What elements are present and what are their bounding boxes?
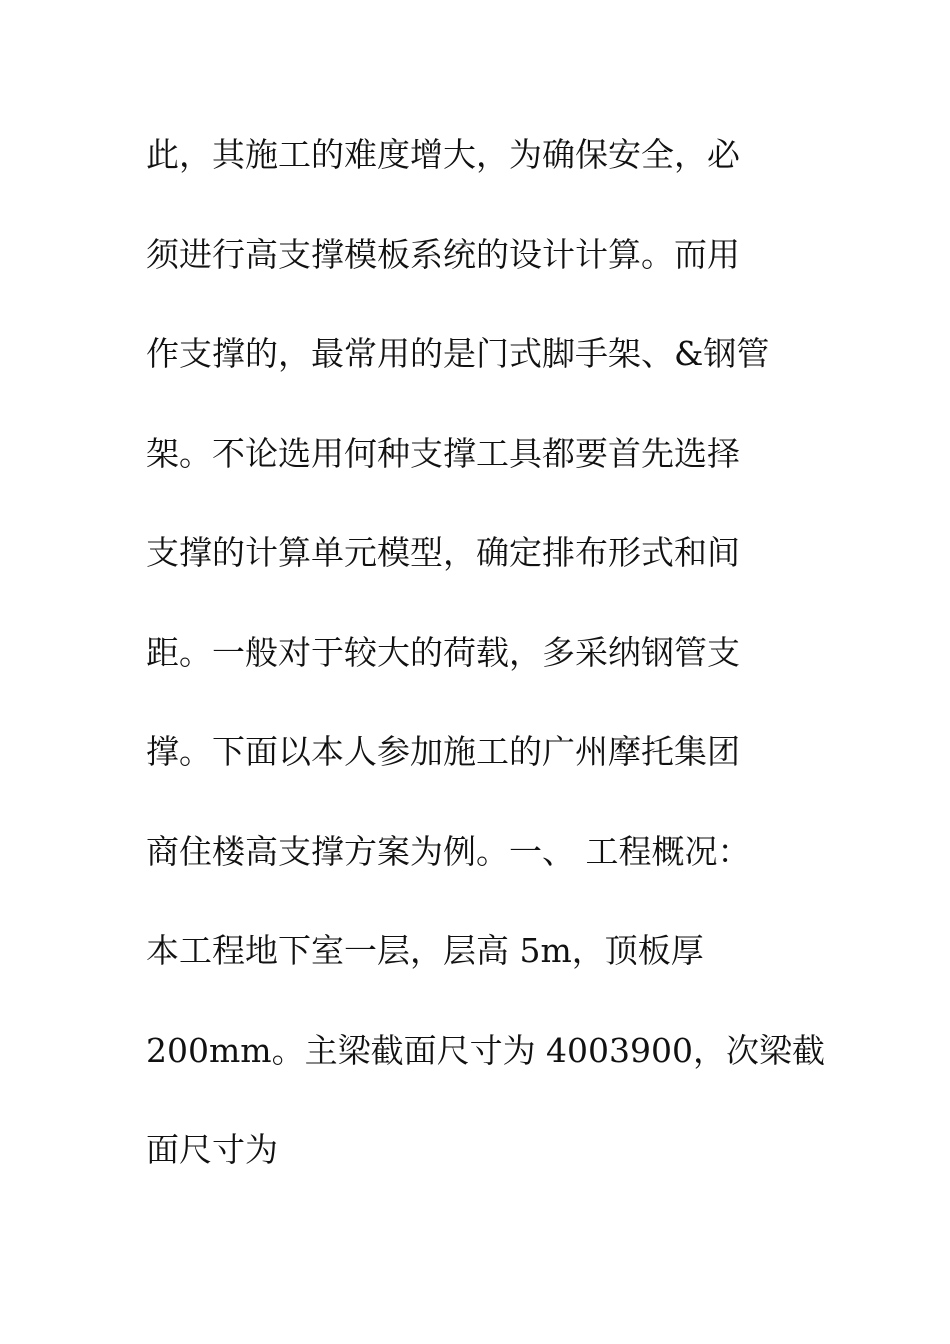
- text-line-9: 本工程地下室一层，层高 5m，顶板厚: [146, 931, 704, 970]
- text-line-4: 架。不论选用何种支撑工具都要首先选择: [146, 433, 740, 473]
- text-line-10: 200mm。主梁截面尺寸为 4003900，次梁截: [146, 1030, 826, 1070]
- body-text: [146, 120, 826, 1215]
- text-line-11: 面尺寸为: [146, 1130, 278, 1169]
- text-line-2: 须进行高支撑模板系统的设计计算。而用: [146, 234, 740, 274]
- text-line-1: 此，其施工的难度增大，为确保安全，必: [146, 135, 740, 174]
- text-line-3: 作支撑的，最常用的是门式脚手架、&钢管: [146, 334, 770, 373]
- text-line-7: 撑。下面以本人参加施工的广州摩托集团: [146, 732, 740, 771]
- text-line-8: 商住楼高支撑方案为例。一、 工程概况：: [146, 831, 751, 871]
- text-line-6: 距。一般对于较大的荷载，多采纳钢管支: [146, 632, 740, 672]
- text-line-5: 支撑的计算单元模型，确定排布形式和间: [146, 533, 740, 572]
